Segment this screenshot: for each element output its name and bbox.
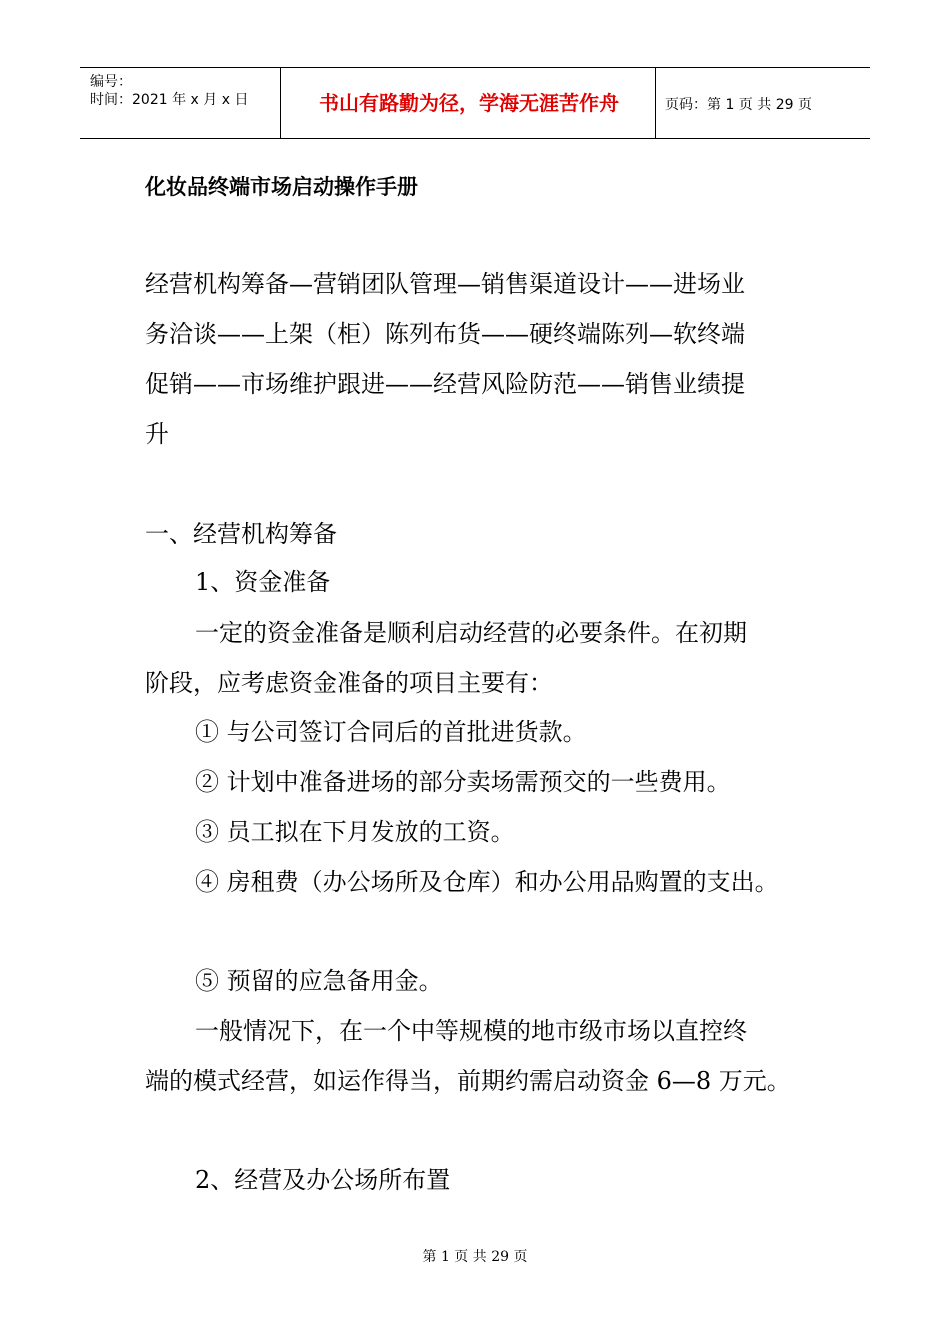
funds-intro-line-2: 阶段，应考虑资金准备的项目主要有：	[145, 669, 553, 697]
header-divider-left	[280, 68, 281, 138]
list-item: ① 与公司签订合同后的首批进货款。	[195, 718, 587, 746]
section-heading: 一、经营机构筹备	[145, 520, 337, 548]
flow-line-4: 升	[145, 420, 169, 448]
funds-summary-line-2: 端的模式经营，如运作得当，前期约需启动资金 6—8 万元。	[145, 1067, 791, 1095]
document-number-label: 编号：	[90, 74, 132, 90]
subsection-heading-funds: 1、资金准备	[195, 568, 331, 596]
list-item: ② 计划中准备进场的部分卖场需预交的一些费用。	[195, 768, 731, 796]
list-item: ③ 员工拟在下月发放的工资。	[195, 818, 515, 846]
funds-intro-line-1: 一定的资金准备是顺利启动经营的必要条件。在初期	[195, 619, 747, 647]
page-header	[80, 67, 870, 139]
header-divider-right	[655, 68, 656, 138]
flow-line-1: 经营机构筹备—营销团队管理—销售渠道设计——进场业	[145, 270, 745, 298]
header-motto: 书山有路勤为径，学海无涯苦作舟	[319, 91, 619, 115]
funds-summary-line-1: 一般情况下，在一个中等规模的地市级市场以直控终	[195, 1017, 747, 1045]
document-title: 化妆品终端市场启动操作手册	[145, 175, 418, 199]
page-footer: 第 1 页 共 29 页	[422, 1249, 528, 1265]
header-page-info: 页码：第 1 页 共 29 页	[665, 97, 812, 113]
flow-line-2: 务洽谈——上架（柜）陈列布货——硬终端陈列—软终端	[145, 320, 745, 348]
flow-line-3: 促销——市场维护跟进——经营风险防范——销售业绩提	[145, 370, 745, 398]
subsection-heading-office: 2、经营及办公场所布置	[195, 1166, 451, 1194]
list-item: ④ 房租费（办公场所及仓库）和办公用品购置的支出。	[195, 868, 779, 896]
document-time-label: 时间：2021 年 x 月 x 日	[90, 92, 249, 108]
list-item: ⑤ 预留的应急备用金。	[195, 967, 443, 995]
